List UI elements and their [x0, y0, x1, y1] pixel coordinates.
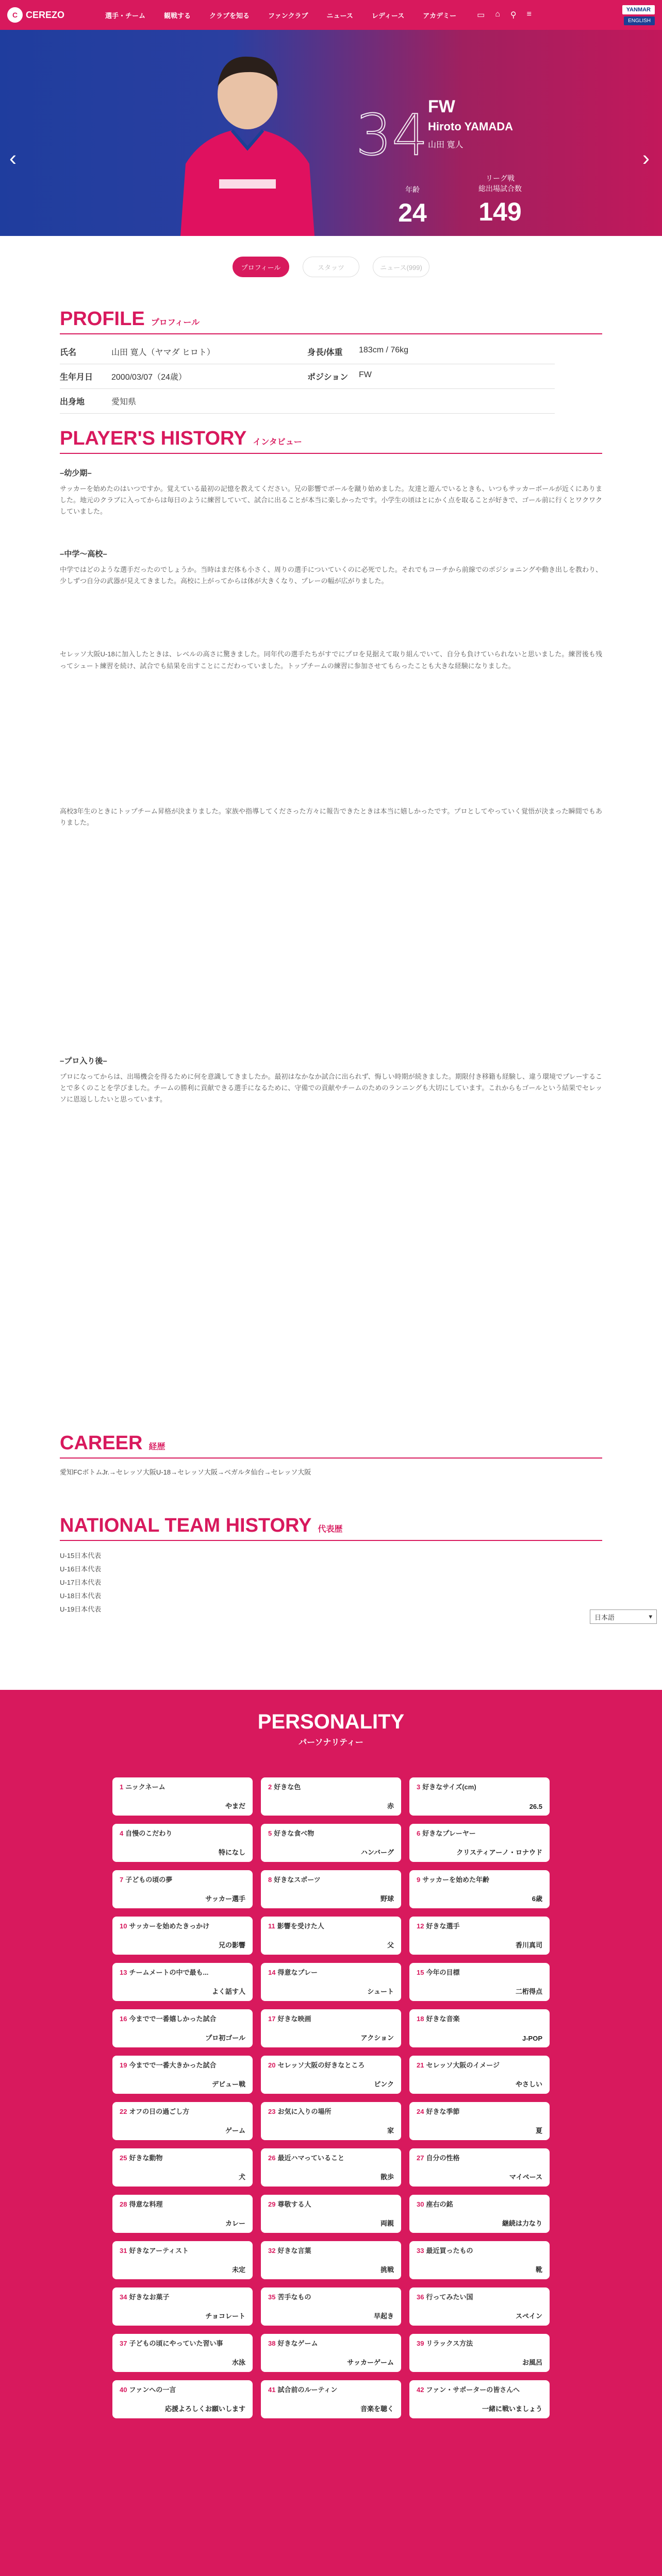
- club-logo[interactable]: C CEREZO: [7, 7, 85, 23]
- personality-card: [112, 2195, 253, 2233]
- next-player-arrow-icon[interactable]: ›: [642, 146, 650, 170]
- card-answer: やさしい: [515, 2080, 542, 2088]
- personality-card: [409, 2102, 550, 2140]
- card-number: 3: [417, 1783, 421, 1791]
- section-subtitle: プロフィール: [151, 318, 200, 327]
- personality-card: [261, 2195, 401, 2233]
- uniform-number: 34: [356, 102, 428, 168]
- card-question: 座右の銘: [426, 2200, 453, 2208]
- card-answer: 夏: [535, 2127, 542, 2134]
- personality-card: [112, 1917, 253, 1955]
- card-number: 41: [268, 2386, 276, 2394]
- player-photo: [170, 45, 325, 236]
- tab-profile[interactable]: プロフィール: [233, 257, 289, 277]
- personality-grid: [112, 1777, 550, 2418]
- list-item: U-15日本代表: [60, 1552, 102, 1560]
- tab-stats[interactable]: スタッツ: [303, 257, 359, 277]
- card-number: 10: [120, 1922, 127, 1930]
- card-question: 自慢のこだわり: [125, 1829, 173, 1837]
- card-number: 26: [268, 2154, 276, 2162]
- card-answer: お風呂: [522, 2359, 542, 2366]
- personality-card: [261, 1777, 401, 1816]
- history-paragraph: プロになってからは、出場機会を得るために何を意識してきましたか。最初はなかなか試合に出られず、悔しい時期が続きました。期限付き移籍も経験し、違う環境でプレーすることで多くのことを学びました。チームの勝利に貢献できる選手になるために、守備での貢献やチームのためのランニングも大切にしています。これからもゴールという結果でセレッソに恩返ししたいと思っています。: [60, 1072, 602, 1104]
- card-number: 31: [120, 2247, 127, 2255]
- card-answer: 水泳: [231, 2359, 245, 2366]
- language-button[interactable]: ENGLISH: [624, 16, 655, 25]
- personality-card: [409, 1824, 550, 1862]
- main-nav: [97, 10, 465, 20]
- section-title: PERSONALITY: [257, 1710, 405, 1733]
- card-question: 好きなアーティスト: [129, 2247, 189, 2255]
- personality-card: [409, 2056, 550, 2094]
- personality-card: [112, 2102, 253, 2140]
- tab-news[interactable]: ニュース(999): [373, 257, 429, 277]
- card-answer: ゲーム: [225, 2127, 245, 2134]
- personality-card: [261, 2148, 401, 2187]
- card-number: 27: [417, 2154, 424, 2162]
- card-question: 好きなサイズ(cm): [422, 1783, 476, 1791]
- card-number: 16: [120, 2015, 127, 2023]
- career-text: 愛知FCボトムJr.→セレッソ大阪U-18→セレッソ大阪→ベガルタ仙台→セレッソ大阪: [60, 1468, 311, 1476]
- card-number: 5: [268, 1829, 272, 1837]
- list-item: U-16日本代表: [60, 1565, 102, 1573]
- national-team-section: [60, 1515, 602, 1616]
- card-question: 好きな音楽: [426, 2015, 460, 2023]
- card-answer: よく話す人: [211, 1988, 245, 1995]
- card-answer: 赤: [387, 1802, 394, 1810]
- card-answer: カレー: [225, 2219, 245, 2227]
- personality-card: [409, 1777, 550, 1816]
- personality-card: [409, 1870, 550, 1908]
- personality-card: [112, 2334, 253, 2372]
- card-answer: 二桁得点: [515, 1988, 542, 1995]
- card-answer: チョコレート: [205, 2312, 245, 2320]
- card-question: ファンへの一言: [129, 2386, 176, 2394]
- personality-card: [112, 2009, 253, 2047]
- personality-card: [112, 2380, 253, 2418]
- sponsor-badge[interactable]: YANMAR: [622, 5, 655, 14]
- personality-card: [409, 1917, 550, 1955]
- card-answer: サッカー選手: [205, 1895, 245, 1903]
- card-number: 15: [417, 1969, 424, 1976]
- card-question: 行ってみたい国: [426, 2293, 473, 2301]
- card-question: 好きな動物: [129, 2154, 163, 2162]
- card-question: 好きなプレーヤー: [422, 1829, 476, 1837]
- age-stat: 年齢 24: [398, 185, 427, 227]
- card-number: 14: [268, 1969, 276, 1976]
- card-number: 33: [417, 2247, 424, 2255]
- nav-item[interactable]: 観戦する: [164, 11, 191, 20]
- card-answer: サッカーゲーム: [347, 2359, 394, 2366]
- card-number: 4: [120, 1829, 124, 1837]
- card-answer: ピンク: [374, 2080, 394, 2088]
- personality-card: [261, 2056, 401, 2094]
- card-answer: マイペース: [509, 2173, 542, 2181]
- personality-card: [112, 2056, 253, 2094]
- card-number: 29: [268, 2200, 276, 2208]
- language-select[interactable]: 日本語 ▾: [590, 1609, 657, 1624]
- card-number: 28: [120, 2200, 127, 2208]
- card-question: 今年の目標: [426, 1969, 460, 1976]
- section-title: CAREER: [60, 1432, 143, 1454]
- personality-card: [261, 2334, 401, 2372]
- personality-card: [112, 2148, 253, 2187]
- card-number: 42: [417, 2386, 424, 2394]
- card-answer: 挑戦: [380, 2266, 394, 2274]
- menu-icon[interactable]: ≡: [526, 10, 532, 19]
- personality-card: [409, 2009, 550, 2047]
- card-question: セレッソ大阪のイメージ: [426, 2061, 500, 2069]
- card-answer: クリスティアーノ・ロナウド: [456, 1849, 542, 1856]
- card-question: 今までで一番大きかった試合: [129, 2061, 217, 2069]
- nav-item[interactable]: ニュース: [326, 11, 353, 20]
- personality-card: [261, 1963, 401, 2001]
- card-answer: やまだ: [225, 1802, 245, 1810]
- personality-card: [261, 2287, 401, 2326]
- personality-card: [261, 1870, 401, 1908]
- card-number: 7: [120, 1876, 124, 1884]
- history-paragraph: 高校3年生のときにトップチーム昇格が決まりました。家族や指導してくださった方々に報告できたときは本当に嬉しかったです。プロとしてやっていく覚悟が決まった瞬間でもありました。: [60, 807, 602, 826]
- personality-card: [409, 2148, 550, 2187]
- card-number: 36: [417, 2293, 424, 2301]
- card-answer: J-POP: [522, 2035, 542, 2042]
- nav-item[interactable]: ファンクラブ: [268, 11, 308, 20]
- card-answer: 野球: [380, 1895, 394, 1903]
- list-item: U-18日本代表: [60, 1592, 102, 1600]
- card-number: 11: [268, 1922, 275, 1930]
- card-number: 17: [268, 2015, 276, 2023]
- card-answer: 兄の影響: [218, 1941, 245, 1949]
- card-question: リラックス方法: [426, 2340, 473, 2347]
- nav-item[interactable]: レディース: [371, 11, 405, 20]
- personality-card: [261, 1917, 401, 1955]
- card-answer: 特になし: [218, 1849, 245, 1856]
- card-number: 25: [120, 2154, 127, 2162]
- card-number: 38: [268, 2340, 276, 2347]
- ticket-icon[interactable]: ▭: [477, 11, 485, 20]
- section-subtitle: パーソナリティー: [299, 1738, 363, 1747]
- card-number: 23: [268, 2108, 276, 2115]
- card-answer: プロ初ゴール: [205, 2034, 245, 2042]
- card-number: 22: [120, 2108, 127, 2115]
- profile-table: 氏名 山田 寛人（ヤマダ ヒロト） 身長/体重 183cm / 76kg 生年月日 2000/03/07（24歳） ポジション FW 出身地 愛知県: [60, 340, 602, 414]
- personality-card: [261, 2009, 401, 2047]
- player-position: FW: [428, 97, 455, 116]
- chevron-down-icon: ▾: [649, 1613, 652, 1620]
- card-number: 35: [268, 2293, 276, 2301]
- personality-card: [112, 1777, 253, 1816]
- card-number: 8: [268, 1876, 272, 1884]
- nav-item[interactable]: クラブを知る: [209, 11, 250, 20]
- card-question: 得意なプレー: [277, 1969, 318, 1976]
- personality-card: [112, 1824, 253, 1862]
- card-number: 20: [268, 2061, 276, 2069]
- card-question: 好きな映画: [277, 2015, 311, 2023]
- card-answer: 香川真司: [515, 1941, 542, 1949]
- history-paragraph: 中学ではどのような選手だったのでしょうか。当時はまだ体も小さく、周りの選手についていくのに必死でした。それでもコーチから前線でのポジショニングや動き出しを教わり、少しずつ自分の武器が見えてきました。高校に上がってからは体が大きくなり、プレーの幅が広がりました。: [60, 566, 602, 585]
- card-question: サッカーを始めたきっかけ: [129, 1922, 210, 1930]
- section-title: PROFILE: [60, 308, 145, 330]
- card-question: 好きな色: [274, 1783, 301, 1791]
- card-question: サッカーを始めた年齢: [422, 1876, 489, 1884]
- card-answer: 26.5: [529, 1803, 542, 1810]
- card-answer: 継続は力なり: [502, 2219, 542, 2227]
- nav-item[interactable]: アカデミー: [423, 11, 457, 20]
- card-number: 13: [120, 1969, 127, 1976]
- card-number: 2: [268, 1783, 272, 1791]
- personality-card: [112, 1963, 253, 2001]
- card-answer: 両親: [380, 2219, 394, 2227]
- card-answer: 靴: [535, 2266, 542, 2274]
- personality-card: [409, 2241, 550, 2279]
- card-number: 18: [417, 2015, 424, 2023]
- card-question: 好きな季節: [426, 2108, 460, 2115]
- history-heading: –幼少期–: [60, 469, 92, 478]
- card-answer: スペイン: [515, 2312, 542, 2320]
- card-question: 最近ハマっていること: [277, 2154, 344, 2162]
- card-question: 好きなゲーム: [277, 2340, 318, 2347]
- personality-card: [112, 2241, 253, 2279]
- card-question: 今までで一番嬉しかった試合: [129, 2015, 217, 2023]
- site-header: [0, 0, 662, 30]
- national-team-list: [60, 1549, 602, 1616]
- personality-card: [261, 2241, 401, 2279]
- history-paragraph: サッカーを始めたのはいつですか。覚えている最初の記憶を教えてください。兄の影響でボールを蹴り始めました。友達と遊んでいるときも、いつもサッカーボールが近くにありました。地元のクラブに入ってからは毎日のように練習していて、試合に出ることが本当に楽しかったです。小学生の頃はとにかく点を取ることが好きで、ゴール前に行くとワクワクしていました。: [60, 485, 602, 516]
- section-title: PLAYER'S HISTORY: [60, 428, 247, 449]
- emblem-icon: C: [7, 7, 23, 23]
- personality-card: [409, 2195, 550, 2233]
- card-number: 30: [417, 2200, 424, 2208]
- card-question: 好きな選手: [426, 1922, 460, 1930]
- personality-card: [261, 2380, 401, 2418]
- card-question: 得意な料理: [129, 2200, 163, 2208]
- list-item: U-19日本代表: [60, 1605, 102, 1613]
- personality-card: [261, 2102, 401, 2140]
- search-icon[interactable]: ⚲: [510, 11, 517, 20]
- card-answer: 6歳: [532, 1895, 542, 1903]
- card-number: 37: [120, 2340, 127, 2347]
- card-number: 24: [417, 2108, 424, 2115]
- card-question: 好きな食べ物: [274, 1829, 315, 1837]
- card-question: 試合前のルーティン: [277, 2386, 338, 2394]
- card-question: ファン・サポーターの皆さんへ: [426, 2386, 520, 2394]
- card-number: 21: [417, 2061, 424, 2069]
- card-answer: 家: [387, 2127, 394, 2134]
- history-heading: –中学〜高校–: [60, 550, 107, 559]
- history-heading: –プロ入り後–: [60, 1056, 107, 1065]
- card-question: ニックネーム: [125, 1783, 166, 1791]
- card-answer: デビュー戦: [211, 2080, 245, 2088]
- card-question: オフの日の過ごし方: [129, 2108, 190, 2115]
- history-paragraph: セレッソ大阪U-18に加入したときは、レベルの高さに驚きました。同年代の選手たちがすでにプロを見据えて取り組んでいて、自分も負けていられないと思いました。練習後も残ってシュート練習を続け、試合でも結果を出すことにこだわっていました。トップチームの練習に参加させてもらったことも大きな経験になりました。: [60, 650, 602, 670]
- card-answer: 父: [387, 1941, 394, 1949]
- profile-tabs: [0, 257, 662, 277]
- personality-card: [409, 2287, 550, 2326]
- personality-card: [112, 1870, 253, 1908]
- player-hero: [0, 30, 662, 236]
- card-question: 自分の性格: [426, 2154, 460, 2162]
- personality-card: [112, 2287, 253, 2326]
- card-question: 尊敬する人: [277, 2200, 311, 2208]
- card-question: セレッソ大阪の好きなところ: [277, 2061, 365, 2069]
- section-subtitle: 代表歴: [318, 1525, 343, 1534]
- card-answer: 散歩: [380, 2173, 394, 2181]
- card-number: 1: [120, 1783, 124, 1791]
- profile-section: [60, 308, 602, 414]
- card-question: 子どもの頃にやっていた習い事: [129, 2340, 223, 2347]
- card-answer: 一緒に戦いましょう: [482, 2405, 542, 2413]
- shop-icon[interactable]: ⌂: [495, 10, 500, 19]
- card-number: 32: [268, 2247, 276, 2255]
- prev-player-arrow-icon[interactable]: ‹: [9, 146, 16, 170]
- player-name-jp: 山田 寛人: [428, 141, 464, 149]
- card-question: 最近買ったもの: [426, 2247, 473, 2255]
- card-answer: ハンバーグ: [360, 1849, 394, 1856]
- list-item: U-17日本代表: [60, 1579, 102, 1586]
- section-subtitle: インタビュー: [253, 438, 302, 447]
- card-question: 好きなスポーツ: [274, 1876, 321, 1884]
- nav-item[interactable]: 選手・チーム: [105, 11, 146, 20]
- personality-card: [409, 2380, 550, 2418]
- personality-section: [0, 1690, 662, 2576]
- card-number: 40: [120, 2386, 127, 2394]
- history-section: [60, 428, 602, 1105]
- card-question: 影響を受けた人: [277, 1922, 324, 1930]
- personality-card: [261, 1824, 401, 1862]
- card-number: 9: [417, 1876, 421, 1884]
- card-question: チームメートの中で最も...: [129, 1969, 209, 1976]
- card-answer: シュート: [367, 1988, 394, 1995]
- card-number: 19: [120, 2061, 127, 2069]
- career-section: [60, 1432, 602, 1478]
- card-question: 苦手なもの: [277, 2293, 311, 2301]
- personality-card: [409, 1963, 550, 2001]
- header-icons: [477, 10, 532, 20]
- player-name-en: Hiroto YAMADA: [428, 120, 514, 133]
- card-number: 34: [120, 2293, 127, 2301]
- card-answer: 未定: [231, 2266, 245, 2274]
- appearances-stat: リーグ戦 総出場試合数 149: [478, 174, 522, 226]
- card-answer: 応援よろしくお願いします: [164, 2405, 245, 2413]
- section-title: NATIONAL TEAM HISTORY: [60, 1515, 312, 1536]
- card-question: 子どもの頃の夢: [125, 1876, 173, 1884]
- card-answer: 早起き: [373, 2312, 394, 2320]
- card-number: 39: [417, 2340, 424, 2347]
- card-question: 好きなお菓子: [129, 2293, 170, 2301]
- card-answer: アクション: [360, 2034, 394, 2042]
- card-number: 12: [417, 1922, 424, 1930]
- section-subtitle: 経歴: [148, 1443, 166, 1451]
- card-question: 好きな言葉: [277, 2247, 311, 2255]
- personality-card: [409, 2334, 550, 2372]
- card-question: お気に入りの場所: [277, 2108, 332, 2115]
- card-answer: 犬: [238, 2173, 245, 2181]
- card-answer: 音楽を聴く: [360, 2405, 394, 2413]
- card-number: 6: [417, 1829, 421, 1837]
